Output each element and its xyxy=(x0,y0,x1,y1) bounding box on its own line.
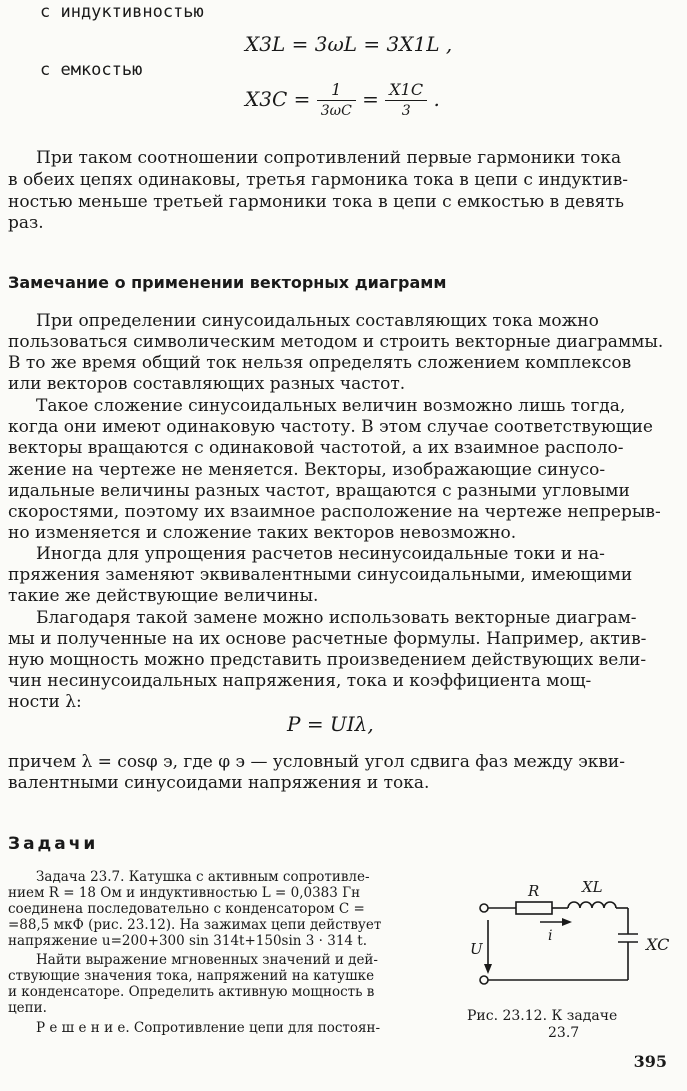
paragraph1-line-3: раз. xyxy=(8,213,44,233)
body-line-5: когда они имеют одинаковую частоту. В этом случае соответствующие xyxy=(8,417,653,437)
problem-line-1: нием R = 18 Ом и индуктивностью L = 0,0383 Гн xyxy=(8,886,361,901)
body-line-4: Такое сложение синусоидальных величин возможно лишь тогда, xyxy=(36,396,626,416)
section-heading: Замечание о применении векторных диаграмм xyxy=(8,273,447,292)
body-line-17: чин несинусоидальных напряжения, тока и коэффициента мощ- xyxy=(8,671,592,691)
body-line-0: При определении синусоидальных составляющих тока можно xyxy=(36,311,599,331)
paragraph1-line-0: При таком соотношении сопротивлений первые гармоники тока xyxy=(36,148,622,168)
label-r: R xyxy=(528,882,540,900)
problem-line-9: Р е ш е н и е. Сопротивление цепи для постоян- xyxy=(36,1021,381,1036)
formula-x3c xyxy=(245,80,440,121)
current-arrowhead xyxy=(562,918,572,926)
body-line-18: ности λ: xyxy=(8,692,82,712)
circuit-diagram xyxy=(470,870,680,995)
body-line-11: Иногда для упрощения расчетов несинусоидальные токи и на- xyxy=(36,544,605,564)
body-line-13: такие же действующие величины. xyxy=(8,586,319,606)
after-formula-line-1: валентными синусоидами напряжения и тока. xyxy=(8,773,430,793)
problem-line-5: Найти выражение мгновенных значений и дей- xyxy=(36,953,378,968)
formula-x3l: X3L = 3ωL = 3X1L , xyxy=(245,32,453,56)
formula-power: P = UIλ, xyxy=(287,712,374,736)
body-line-8: идальные величины разных частот, вращаются с разными угловыми xyxy=(8,481,630,501)
body-line-1: пользоваться символическим методом и строить векторные диаграммы. xyxy=(8,332,664,352)
body-line-2: В то же время общий ток нельзя определять сложением комплексов xyxy=(8,353,632,373)
problem-line-7: и конденсаторе. Определить активную мощность в xyxy=(8,985,375,1000)
body-line-6: векторы вращаются с одинаковой частотой, а их взаимное располо- xyxy=(8,438,624,458)
body-line-15: мы и полученные на их основе расчетные формулы. Например, актив- xyxy=(8,629,647,649)
problem-line-3: =88,5 мкФ (рис. 23.12). На зажимах цепи действует xyxy=(8,918,382,933)
bottom-terminal xyxy=(480,976,488,984)
body-line-10: но изменяется и сложение таких векторов невозможно. xyxy=(8,523,517,543)
problem-line-8: цепи. xyxy=(8,1001,47,1016)
body-line-9: скоростями, поэтому их взаимное расположение на чертеже непрерыв- xyxy=(8,502,661,522)
tasks-heading: Задачи xyxy=(8,834,99,854)
figure-caption-line-2: 23.7 xyxy=(548,1025,580,1041)
after-formula-line-0: причем λ = cosφ э, где φ э — условный угол сдвига фаз между экви- xyxy=(8,752,625,772)
resistor xyxy=(516,902,552,914)
label-i: i xyxy=(548,928,553,944)
body-line-3: или векторов составляющих разных частот. xyxy=(8,374,406,394)
problem-line-0: Задача 23.7. Катушка с активным сопротивле- xyxy=(36,870,370,885)
label-u: U xyxy=(470,940,483,958)
capacitance-label: с емкостью xyxy=(40,60,143,80)
body-line-16: ную мощность можно представить произведением действующих вели- xyxy=(8,650,647,670)
paragraph1-line-2: ностью меньше третьей гармоники тока в цепи с емкостью в девять xyxy=(8,192,625,212)
page-number: 395 xyxy=(633,1052,667,1071)
label-xc: XC xyxy=(646,935,670,954)
fraction-2-numerator: X1C xyxy=(385,80,427,101)
problem-line-2: соединена последовательно с конденсатором C = xyxy=(8,902,365,917)
inductor-coil xyxy=(568,902,616,908)
fraction-2 xyxy=(385,80,427,121)
figure-caption-line-1: Рис. 23.12. К задаче xyxy=(467,1008,618,1024)
problem-line-6: ствующие значения тока, напряжений на катушке xyxy=(8,969,375,984)
inductance-label: с индуктивностью xyxy=(40,2,204,22)
formula-x3c-eq: = xyxy=(362,87,379,111)
fraction-1 xyxy=(317,80,356,121)
fraction-1-denominator: 3ωC xyxy=(320,103,352,119)
voltage-arrowhead xyxy=(484,964,492,974)
body-line-12: пряжения заменяют эквивалентными синусоидальными, имеющими xyxy=(8,565,633,585)
paragraph1-line-1: в обеих цепях одинаковы, третья гармоника тока в цепи с индуктив- xyxy=(8,170,629,190)
body-line-14: Благодаря такой замене можно использовать векторные диаграм- xyxy=(36,608,637,628)
top-terminal xyxy=(480,904,488,912)
label-xl: XL xyxy=(582,878,603,896)
fraction-1-numerator: 1 xyxy=(317,80,356,101)
body-line-7: жение на чертеже не меняется. Векторы, изображающие синусо- xyxy=(8,460,606,480)
formula-x3c-end: . xyxy=(433,87,440,111)
fraction-2-denominator: 3 xyxy=(401,103,411,119)
problem-line-4: напряжение u=200+300 sin 314t+150sin 3 · 314 t. xyxy=(8,934,368,949)
formula-x3c-lhs: X3C = xyxy=(245,87,311,111)
